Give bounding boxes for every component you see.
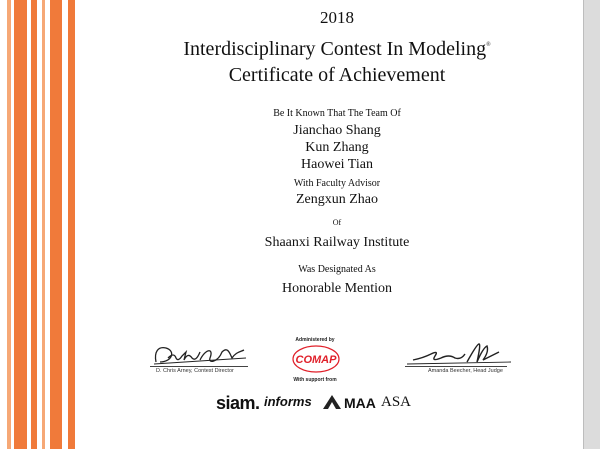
maa-logo: MAA	[344, 395, 376, 411]
page-margin	[584, 0, 600, 449]
contest-name-line	[90, 38, 584, 61]
team-member-name: Haowei Tian	[301, 157, 373, 172]
informs-logo-box	[264, 396, 314, 410]
informs-logo: informs	[264, 394, 312, 409]
decorative-stripe	[42, 0, 45, 449]
decorative-stripe	[68, 0, 75, 449]
comap-logo	[292, 344, 340, 374]
support-from-label: With support from	[293, 377, 337, 383]
advisor-intro: With Faculty Advisor	[293, 178, 381, 189]
certificate-year: 2018	[320, 8, 354, 27]
signature-line	[405, 366, 507, 367]
intro-line: Be It Known That The Team Of	[273, 108, 401, 119]
decorative-stripe	[31, 0, 37, 449]
asa-logo: ASA	[381, 394, 412, 410]
decorative-stripe	[7, 0, 11, 449]
team-member-name: Kun Zhang	[305, 140, 369, 155]
siam-logo: siam.	[216, 393, 260, 413]
signature-image	[405, 340, 515, 368]
certificate-title: Certificate of Achievement	[228, 64, 446, 86]
of-label: Of	[332, 218, 342, 227]
signature-image	[150, 342, 250, 368]
team-member-name: Jianchao Shang	[293, 123, 381, 138]
advisor-name: Zengxun Zhao	[295, 192, 379, 207]
institution-name: Shaanxi Railway Institute	[264, 235, 410, 250]
registered-mark: ®	[486, 42, 491, 48]
left-signature-caption: D. Chris Arney, Contest Director	[156, 368, 234, 374]
decorative-stripe	[50, 0, 62, 449]
contest-name: Interdisciplinary Contest In Modeling	[183, 38, 487, 60]
maa-emblem-icon	[322, 394, 342, 410]
right-signature-caption: Amanda Beecher, Head Judge	[428, 368, 503, 374]
designation-intro: Was Designated As	[298, 264, 376, 275]
comap-logo-text: COMAP	[295, 354, 337, 366]
decorative-stripe	[14, 0, 27, 449]
administered-by-label: Administered by	[295, 337, 335, 343]
signature-line	[150, 366, 248, 367]
designation: Honorable Mention	[281, 281, 393, 296]
